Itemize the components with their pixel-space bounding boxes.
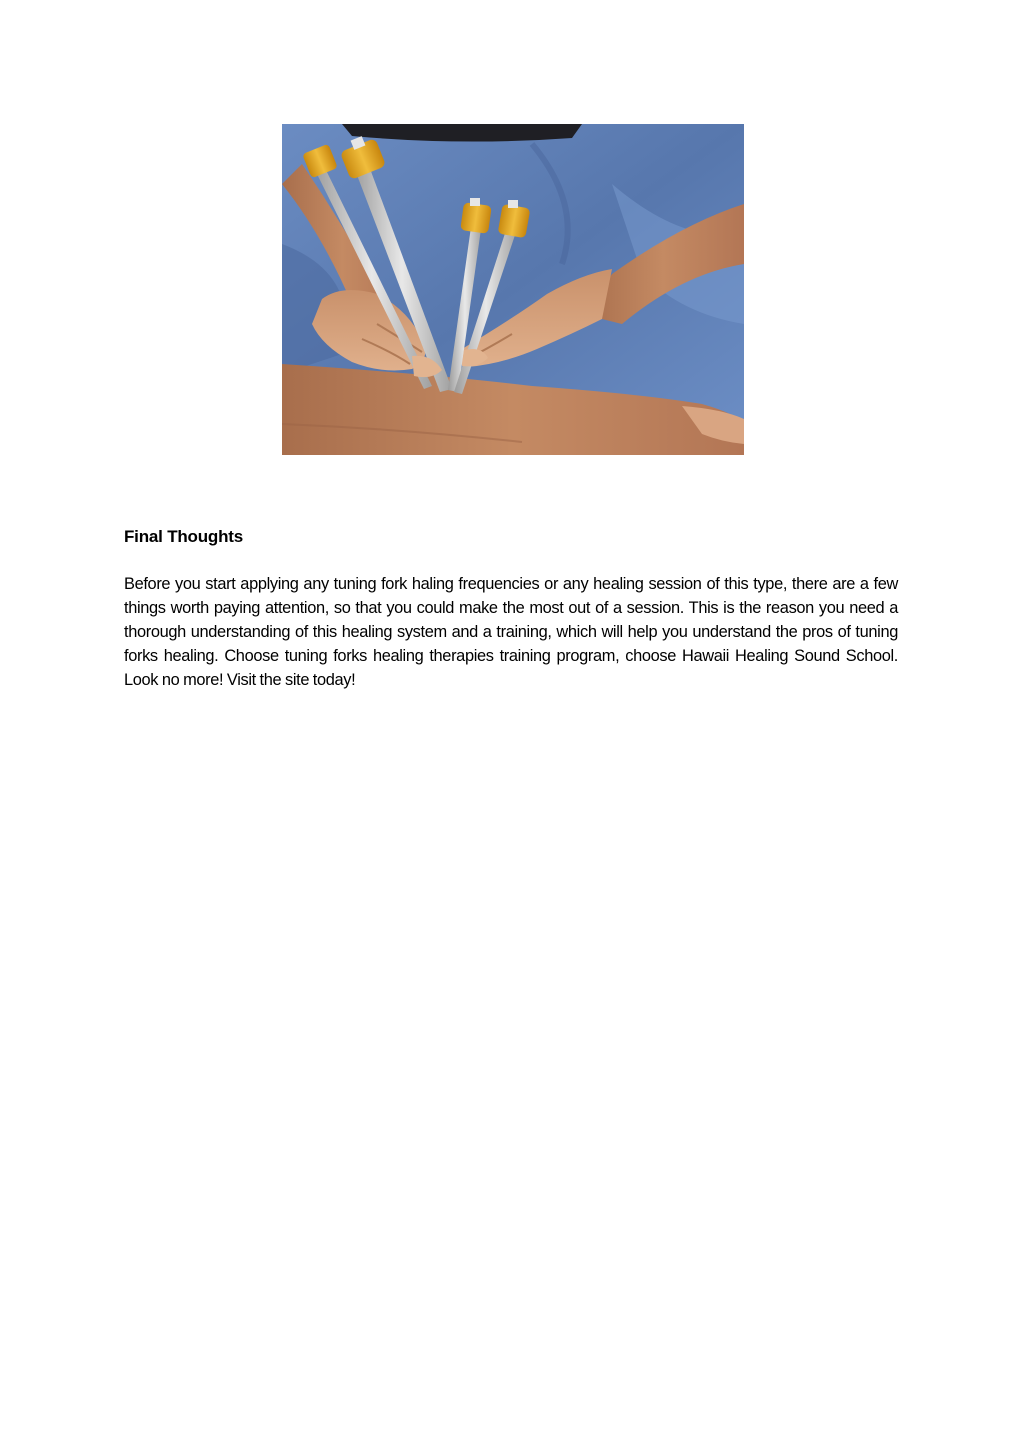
section-heading: Final Thoughts <box>124 527 244 546</box>
tuning-fork-photo <box>282 124 744 455</box>
section-paragraph: Before you start applying any tuning fork haling frequencies or any healing session of this type, there are a few things worth paying attention, so that you could make the most out of a session. This is the reason you need a thorough understanding of this healing system and a training, which will help you understand the pros of tuning forks healing. Choose tuning forks healing therapies training program, choose Hawaii Healing Sound School. Look no more! Visit the site today! <box>124 575 898 689</box>
tuning-fork-photo-illustration <box>282 124 744 455</box>
